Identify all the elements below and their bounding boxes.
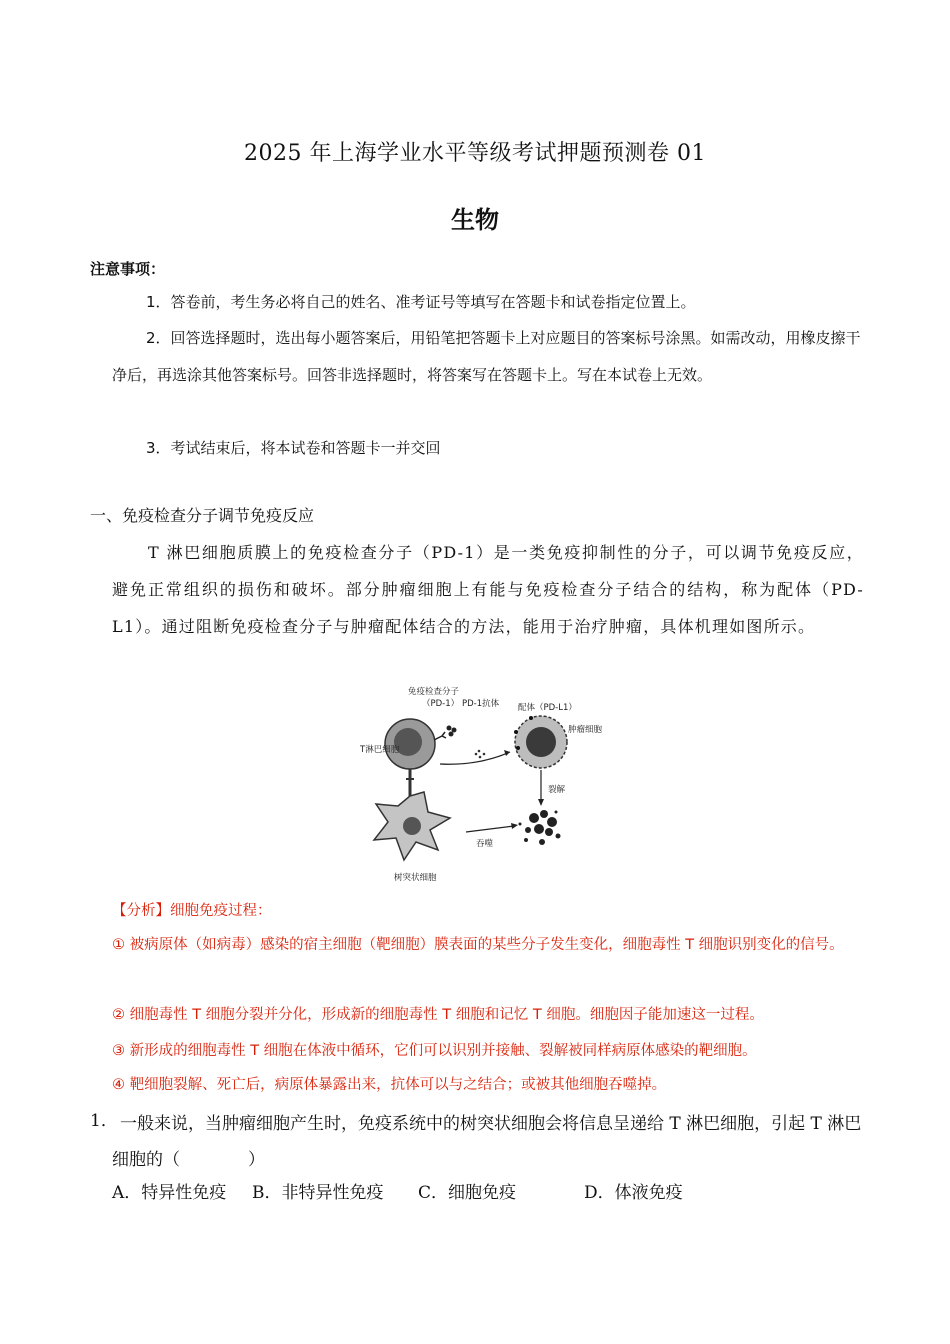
- label-tumor: 肿瘤细胞: [568, 725, 603, 735]
- notice-heading: 注意事项：: [90, 260, 166, 278]
- label-dendritic: 树突状细胞: [394, 873, 437, 883]
- section-heading: 一、免疫检查分子调节免疫反应: [90, 506, 315, 525]
- label-ligand: 配体（PD-L1）: [518, 703, 577, 713]
- dendritic-nucleus: [403, 817, 421, 835]
- option-c: C．细胞免疫: [418, 1183, 517, 1203]
- label-engulf: 吞噬: [476, 839, 494, 849]
- notice-item-3: 3．考试结束后，将本试卷和答题卡一并交回: [146, 439, 441, 457]
- question-text: 一般来说，当肿瘤细胞产生时，免疫系统中的树突状细胞会将信息呈递给 T 淋巴细胞，引起 T 淋巴细胞的（ ）: [112, 1114, 862, 1170]
- analysis-intro: 【分析】细胞免疫过程：: [112, 903, 272, 919]
- option-d: D．体液免疫: [584, 1183, 683, 1203]
- analysis-point-3: ③ 新形成的细胞毒性 T 细胞在体液中循环，它们可以识别并接触、裂解被同样病原体感染的靶细胞。: [112, 1043, 757, 1059]
- tumor-nucleus: [526, 727, 556, 757]
- notice-item-2: 2．回答选择题时，选出每小题答案后，用铅笔把答题卡上对应题目的答案标号涂黑。如需改动，用橡皮擦干净后，再选涂其他答案标号。回答非选择题时，将答案写在答题卡上。写在本试卷上无效。: [112, 329, 861, 384]
- analysis-point-2: ② 细胞毒性 T 细胞分裂并分化，形成新的细胞毒性 T 细胞和记忆 T 细胞。细胞因子能加速这一过程。: [112, 1007, 764, 1023]
- label-pd1: （PD-1）: [422, 699, 460, 709]
- label-checkpoint: 免疫检查分子: [408, 687, 460, 697]
- pd1-receptor: [434, 732, 446, 740]
- label-antibody: PD-1抗体: [462, 699, 500, 709]
- pd1-antibody-icon: [447, 726, 457, 737]
- notice-item-1: 1．答卷前，考生务必将自己的姓名、准考证号等填写在答题卡和试卷指定位置上。: [146, 293, 696, 311]
- analysis-point-1: ① 被病原体（如病毒）感染的宿主细胞（靶细胞）膜表面的某些分子发生变化，细胞毒性 T 细胞识别变化的信号。: [112, 937, 844, 953]
- option-b: B．非特异性免疫: [252, 1183, 384, 1203]
- question-number: 1．: [90, 1111, 118, 1131]
- subject-title: 生物: [451, 205, 499, 234]
- option-a: A．特异性免疫: [112, 1183, 227, 1203]
- analysis-point-4: ④ 靶细胞裂解、死亡后，病原体暴露出来，抗体可以与之结合；或被其他细胞吞噬掉。: [112, 1077, 667, 1093]
- immune-mechanism-figure: [358, 684, 603, 884]
- section-passage: T 淋巴细胞质膜上的免疫检查分子（PD-1）是一类免疫抑制性的分子，可以调节免疫反应，避免正常组织的损伤和破坏。部分肿瘤细胞上有能与免疫检查分子结合的结构，称为配体（PD-L1）。通过阻断免疫检查分子与肿瘤配体结合的方法，能用于治疗肿瘤，具体机理如图所示。: [112, 543, 864, 636]
- label-lysis: 裂解: [548, 785, 566, 795]
- label-tcell: T淋巴细胞: [360, 745, 400, 755]
- arrow-engulf: [466, 826, 514, 832]
- lysed-fragments: [519, 810, 561, 845]
- exam-title: 2025 年上海学业水平等级考试押题预测卷 01: [244, 141, 706, 166]
